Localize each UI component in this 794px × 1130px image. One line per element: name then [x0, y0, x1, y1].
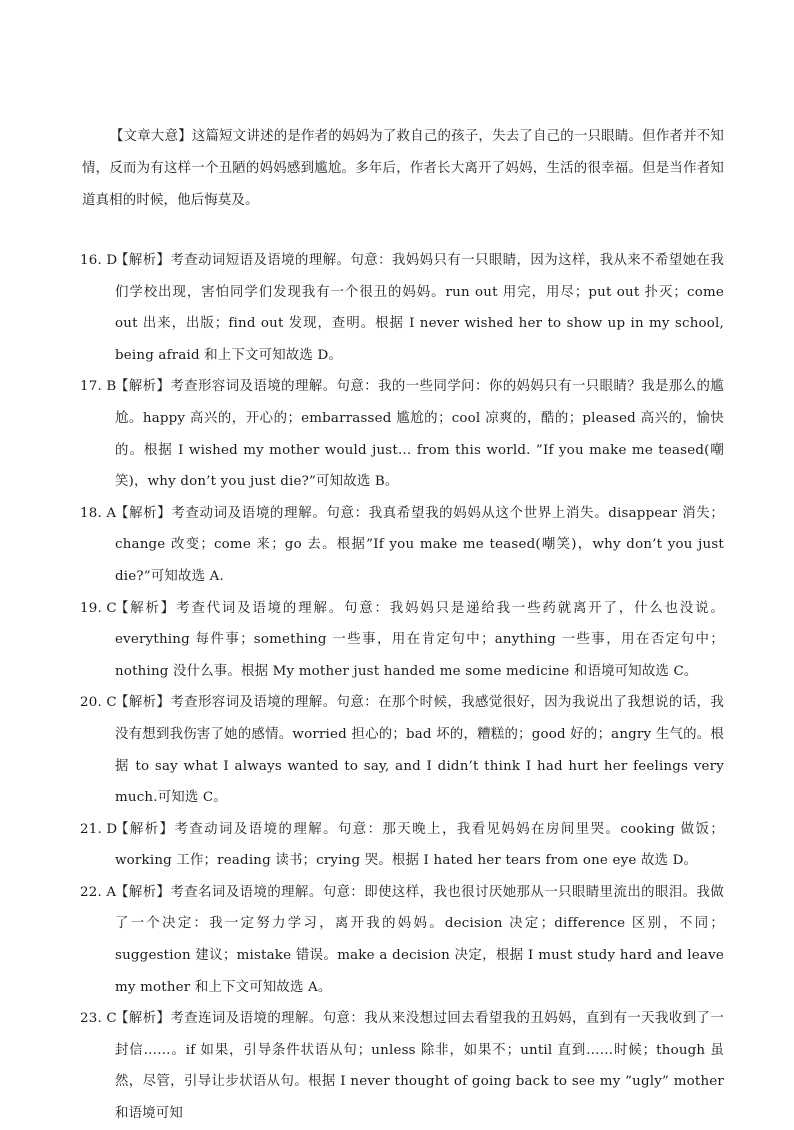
answer-explanation: 【解析】考查动词短语及语境的理解。句意：我妈妈只有一只眼睛，因为这样，我从来不希望她在我们学校出现，害怕同学们发现我有一个很丑的妈妈。run out 用完，用尽；put out 扑灭；come out 出来，出版；find out 发现，查明。根据 I never wished her to show up in my school, being afraid 和上下文可知故选 D。 [115, 253, 724, 363]
answer-explanation: 【解析】考查连词及语境的理解。句意：我从来没想过回去看望我的丑妈妈，直到有一天我收到了一封信……。if 如果，引导条件状语从句；unless 除非，如果不；until 直到……时候；though 虽然，尽管，引导让步状语从句。根据 I never thought of going back to see my ”ugly” mother 和语境可知 [115, 1011, 724, 1122]
answer-explanations [82, 245, 724, 1130]
answer-number: 18. A [80, 505, 117, 521]
answer-item-19 [82, 593, 724, 688]
answer-explanation: 【解析】考查动词及语境的理解。句意：我真希望我的妈妈从这个世界上消失。disappear 消失；change 改变；come 来；go 去。根据”If you make me teased(嘲笑)，why don’t you just die?”可知故选 A. [115, 505, 724, 584]
answer-explanation: 【解析】考查形容词及语境的理解。句意：我的一些同学问：你的妈妈只有一只眼睛？我是那么的尴尬。happy 高兴的，开心的；embarrassed 尴尬的；cool 凉爽的，酷的；pleased 高兴的，愉快的。根据 I wished my mother would just… from this world. ”If you make me teased(嘲笑)，why don’t you just die?”可知故选 B。 [115, 379, 724, 490]
answer-explanation: 【解析】考查代词及语境的理解。句意：我妈妈只是递给我一些药就离开了，什么也没说。everything 每件事；something 一些事，用在肯定句中；anything 一些事，用在否定句中；nothing 没什么事。根据 My mother just handed me some medicine 和语境可知故选 C。 [115, 600, 724, 679]
answer-number: 22. A [80, 884, 117, 900]
answer-explanation: 【解析】考查名词及语境的理解。句意：即使这样，我也很讨厌她那从一只眼睛里流出的眼泪。我做了一个决定：我一定努力学习，离开我的妈妈。decision 决定；difference 区别，不同；suggestion 建议；mistake 错误。make a decision 决定，根据 I must study hard and leave my mother 和上下文可知故选 A。 [115, 884, 724, 995]
answer-item-16 [82, 245, 724, 371]
answer-number: 20. C [80, 695, 117, 711]
answer-item-23 [82, 1003, 724, 1129]
answer-item-22 [82, 877, 724, 1003]
answer-explanation: 【解析】考查动词及语境的理解。句意：那天晚上，我看见妈妈在房间里哭。cooking 做饭；working 工作；reading 读书；crying 哭。根据 I hated her tears from one eye 故选 D。 [115, 821, 724, 869]
answer-item-20 [82, 687, 724, 813]
passage-summary: 【文章大意】这篇短文讲述的是作者的妈妈为了救自己的孩子，失去了自己的一只眼睛。但作者并不知情，反而为有这样一个丑陋的妈妈感到尴尬。多年后，作者长大离开了妈妈，生活的很幸福。但是当作者知道真相的时候，他后悔莫及。 [82, 129, 724, 208]
answer-item-21 [82, 814, 724, 877]
answer-explanation: 【解析】考查形容词及语境的理解。句意：在那个时候，我感觉很好，因为我说出了我想说的话，我没有想到我伤害了她的感情。worried 担心的；bad 坏的，糟糕的；good 好的；angry 生气的。根据 to say what I always wanted to say, and I didn’t think I had hurt her feelings very much.可知选 C。 [115, 695, 724, 806]
answer-number: 19. C [80, 600, 117, 616]
answer-number: 16. D [80, 253, 118, 268]
answer-number: 21. D [80, 821, 118, 837]
answer-number: 17. B [80, 379, 117, 395]
answer-item-18 [82, 498, 724, 593]
answer-item-17 [82, 371, 724, 497]
answer-number: 23. C [80, 1011, 117, 1027]
